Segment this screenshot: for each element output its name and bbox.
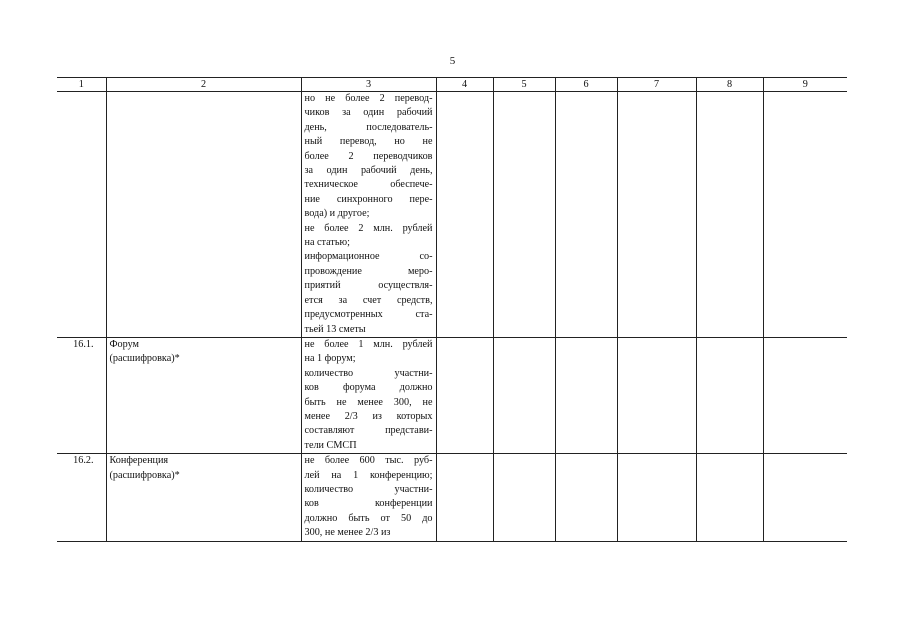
column-header: 6 — [555, 78, 617, 92]
conditions-line: на 1 форум; — [304, 353, 356, 365]
conditions-line: тели СМСП — [304, 439, 357, 451]
item-name-line: (расшифровка)* — [109, 353, 180, 365]
conditions-line: ный перевод, но не — [304, 136, 433, 148]
conditions-line: лей на 1 конференцию; — [304, 469, 433, 481]
column-header: 9 — [763, 78, 847, 92]
empty-cell-col-7 — [617, 337, 696, 453]
conditions-line: предусмотренных ста- — [304, 309, 433, 321]
empty-cell-col-9 — [763, 454, 847, 541]
column-header: 4 — [436, 78, 493, 92]
conditions-line: провождение меро- — [304, 265, 433, 277]
item-name-line: (расшифровка)* — [109, 469, 180, 481]
table-row — [57, 92, 847, 338]
row-number: 16.1. — [57, 337, 106, 453]
empty-cell-col-6 — [555, 454, 617, 541]
empty-cell-col-5 — [493, 92, 555, 338]
item-name-line: Конференция — [109, 455, 169, 467]
column-header: 5 — [493, 78, 555, 92]
conditions-line: информационное со- — [304, 251, 433, 263]
conditions-line: не более 1 млн. рублей — [304, 338, 433, 350]
row-number — [57, 92, 106, 338]
column-header: 1 — [57, 78, 106, 92]
conditions-line: ков конференции — [304, 498, 433, 510]
empty-cell-col-7 — [617, 92, 696, 338]
conditions-line: день, последователь- — [304, 121, 433, 133]
empty-cell-col-4 — [436, 92, 493, 338]
empty-cell-col-6 — [555, 337, 617, 453]
page-number: 5 — [449, 55, 456, 67]
item-name-cell — [106, 337, 301, 453]
item-name-cell — [106, 92, 301, 338]
column-header: 2 — [106, 78, 301, 92]
table-row — [57, 337, 847, 453]
conditions-line: количество участни- — [304, 367, 433, 379]
conditions-line: вода) и другое; — [304, 208, 370, 220]
conditions-line: чиков за один рабочий — [304, 107, 433, 119]
conditions-line: количество участни- — [304, 483, 433, 495]
conditions-line: техническое обеспече- — [304, 179, 433, 191]
empty-cell-col-8 — [696, 337, 763, 453]
empty-cell-col-8 — [696, 92, 763, 338]
conditions-cell — [301, 337, 436, 453]
conditions-cell — [301, 92, 436, 338]
empty-cell-col-8 — [696, 454, 763, 541]
conditions-line: не более 2 млн. рублей — [304, 222, 433, 234]
conditions-line: не более 600 тыс. руб- — [304, 455, 433, 467]
budget-table — [57, 77, 847, 542]
empty-cell-col-6 — [555, 92, 617, 338]
conditions-line: более 2 переводчиков — [304, 150, 433, 162]
row-number: 16.2. — [57, 454, 106, 541]
empty-cell-col-4 — [436, 337, 493, 453]
conditions-line: составляют представи- — [304, 425, 433, 437]
empty-cell-col-7 — [617, 454, 696, 541]
table-header-row — [57, 78, 847, 92]
conditions-line: но не более 2 перевод- — [304, 93, 433, 104]
empty-cell-col-5 — [493, 337, 555, 453]
conditions-line: ние синхронного пере- — [304, 193, 433, 205]
column-header: 8 — [696, 78, 763, 92]
conditions-line: приятий осуществля- — [304, 280, 433, 292]
item-name-line: Форум — [109, 338, 140, 350]
empty-cell-col-9 — [763, 92, 847, 338]
conditions-line: ется за счет средств, — [304, 294, 433, 306]
conditions-line: менее 2/3 из которых — [304, 410, 433, 422]
empty-cell-col-9 — [763, 337, 847, 453]
conditions-line: 300, не менее 2/3 из — [304, 527, 391, 539]
column-header: 3 — [301, 78, 436, 92]
conditions-line: ков форума должно — [304, 382, 433, 394]
empty-cell-col-5 — [493, 454, 555, 541]
item-name-cell — [106, 454, 301, 541]
conditions-line: тьей 13 сметы — [304, 323, 366, 335]
table-row — [57, 454, 847, 541]
empty-cell-col-4 — [436, 454, 493, 541]
conditions-line: на статью; — [304, 237, 350, 249]
conditions-line: должно быть от 50 до — [304, 512, 433, 524]
conditions-line: быть не менее 300, не — [304, 396, 433, 408]
conditions-cell — [301, 454, 436, 541]
column-header: 7 — [617, 78, 696, 92]
conditions-line: за один рабочий день, — [304, 165, 433, 177]
